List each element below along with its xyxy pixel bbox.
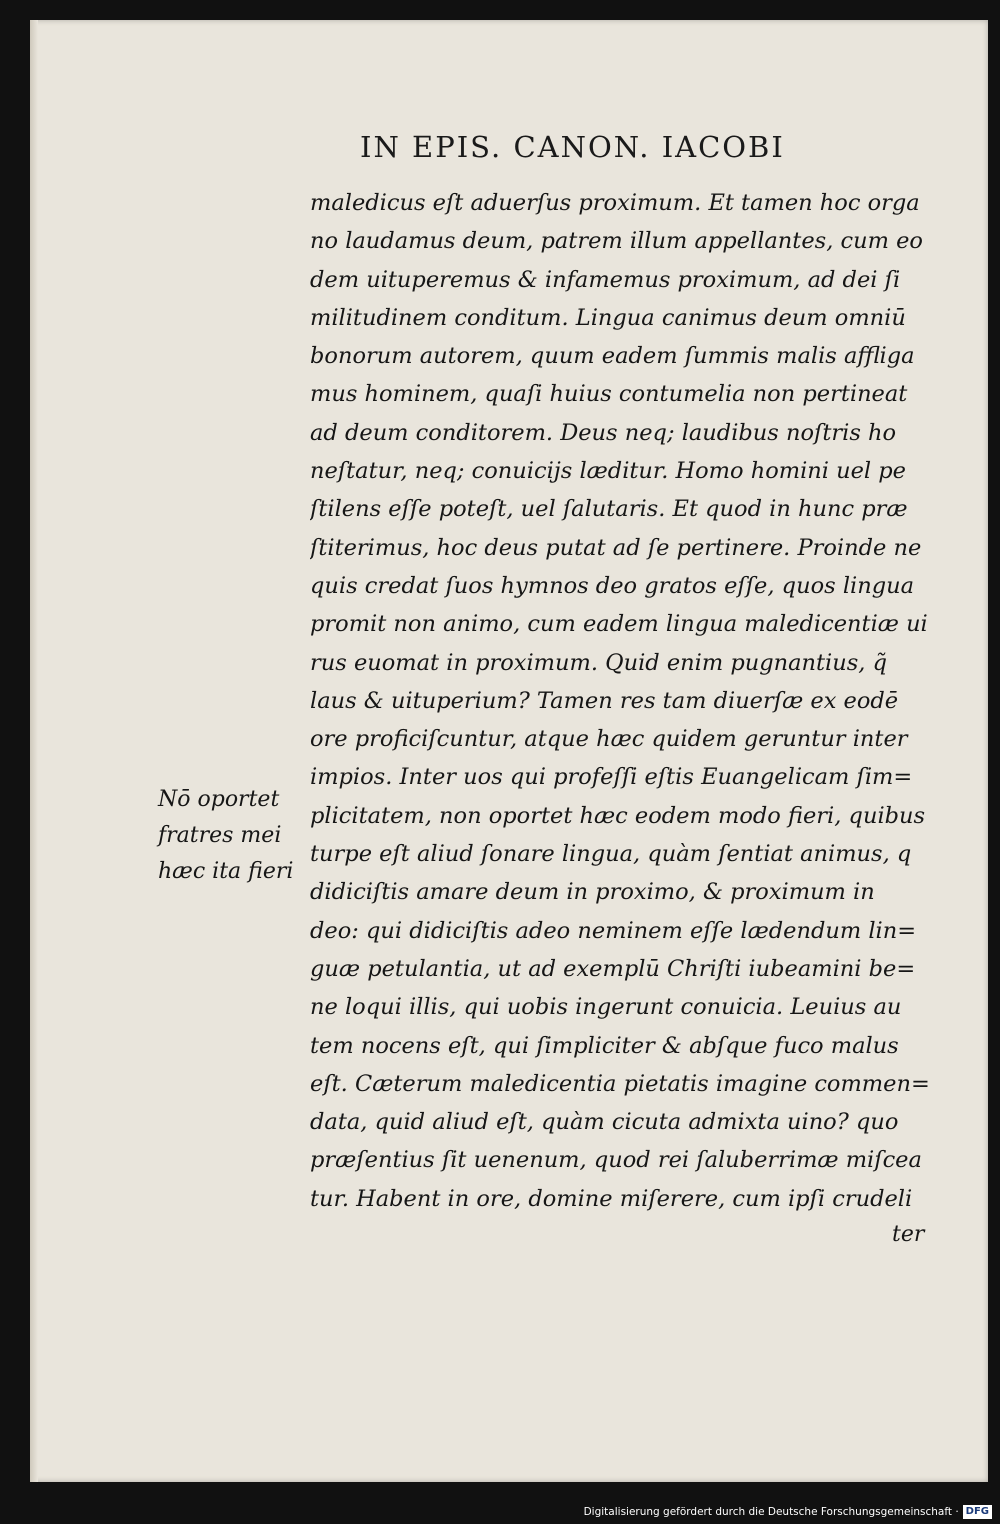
text-line: mus hominem, quaſi huius contumelia non pertineat	[310, 381, 908, 408]
funding-credit	[584, 1502, 992, 1522]
funding-credit-text: Digitalisierung gefördert durch die Deutsche Forschungsgemeinschaft ·	[583, 1506, 959, 1518]
marginal-note	[158, 782, 308, 890]
text-line: ore proficiſcuntur, atque hæc quidem geruntur inter	[310, 726, 908, 753]
text-line: guæ petulantia, ut ad exemplū Chriſti iubeamini be=	[310, 955, 916, 982]
text-line: impios. Inter uos qui profeſſi eſtis Euangelicam ſim=	[310, 764, 913, 791]
text-line: neſtatur, neq; conuicijs læditur. Homo homini uel pe	[310, 458, 906, 485]
marginal-note-line: fratres mei	[158, 823, 282, 848]
text-line: no laudamus deum, patrem illum appellantes, cum eo	[310, 228, 923, 255]
text-line: promit non animo, cum eadem lingua maledicentiæ ui	[310, 611, 928, 638]
text-line: plicitatem, non oportet hæc eodem modo fieri, quibus	[310, 802, 926, 829]
catchword: ter	[892, 1222, 925, 1247]
text-line: ſtilens eſſe poteſt, uel ſalutaris. Et quod in hunc præ	[310, 496, 908, 523]
marginal-note-line: Nō oportet	[158, 787, 280, 812]
text-line: militudinem conditum. Lingua canimus deum omniū	[310, 304, 906, 331]
text-line: dem uituperemus & infamemus proximum, ad dei ſi	[310, 266, 901, 293]
text-line: didiciſtis amare deum in proximo, & proximum in	[310, 879, 875, 906]
text-line: laus & uituperium? Tamen res tam diuerſæ ex eodē	[310, 687, 899, 714]
text-line: quis credat ſuos hymnos deo gratos eſſe, quos lingua	[310, 572, 915, 599]
body-text	[310, 184, 930, 1218]
text-line: rus euomat in proximum. Quid enim pugnantius, q̃	[310, 649, 887, 676]
text-line: ne loqui illis, qui uobis ingerunt conuicia. Leuius au	[310, 994, 902, 1021]
text-line: maledicus eſt aduerſus proximum. Et tamen hoc orga	[310, 190, 920, 216]
text-line: bonorum autorem, quum eadem ſummis malis affliga	[310, 343, 915, 370]
text-line: eſt. Cæterum maledicentia pietatis imagine commen=	[310, 1070, 930, 1097]
text-line: tem nocens eſt, qui ſimpliciter & abſque fuco malus	[310, 1032, 899, 1059]
text-line: præſentius ſit uenenum, quod rei ſaluberrimæ miſcea	[310, 1147, 922, 1174]
text-line: deo: qui didiciſtis adeo neminem eſſe lædendum lin=	[310, 917, 917, 944]
text-line: turpe eſt aliud ſonare lingua, quàm ſentiat animus, q	[310, 841, 912, 868]
text-line: ſtiterimus, hoc deus putat ad ſe pertinere. Proinde ne	[310, 534, 922, 561]
text-line: tur. Habent in ore, domine miſerere, cum ipſi crudeli	[310, 1185, 913, 1212]
text-line: ad deum conditorem. Deus neq; laudibus noſtris ho	[310, 419, 897, 446]
page-gutter-shadow	[30, 20, 38, 1482]
running-head: IN EPIS. CANON. IACOBI	[360, 130, 785, 164]
marginal-note-line: hæc ita fieri	[158, 859, 294, 884]
text-line: data, quid aliud eſt, quàm cicuta admixta uino? quo	[310, 1109, 899, 1136]
dfg-logo: DFG	[963, 1505, 992, 1519]
